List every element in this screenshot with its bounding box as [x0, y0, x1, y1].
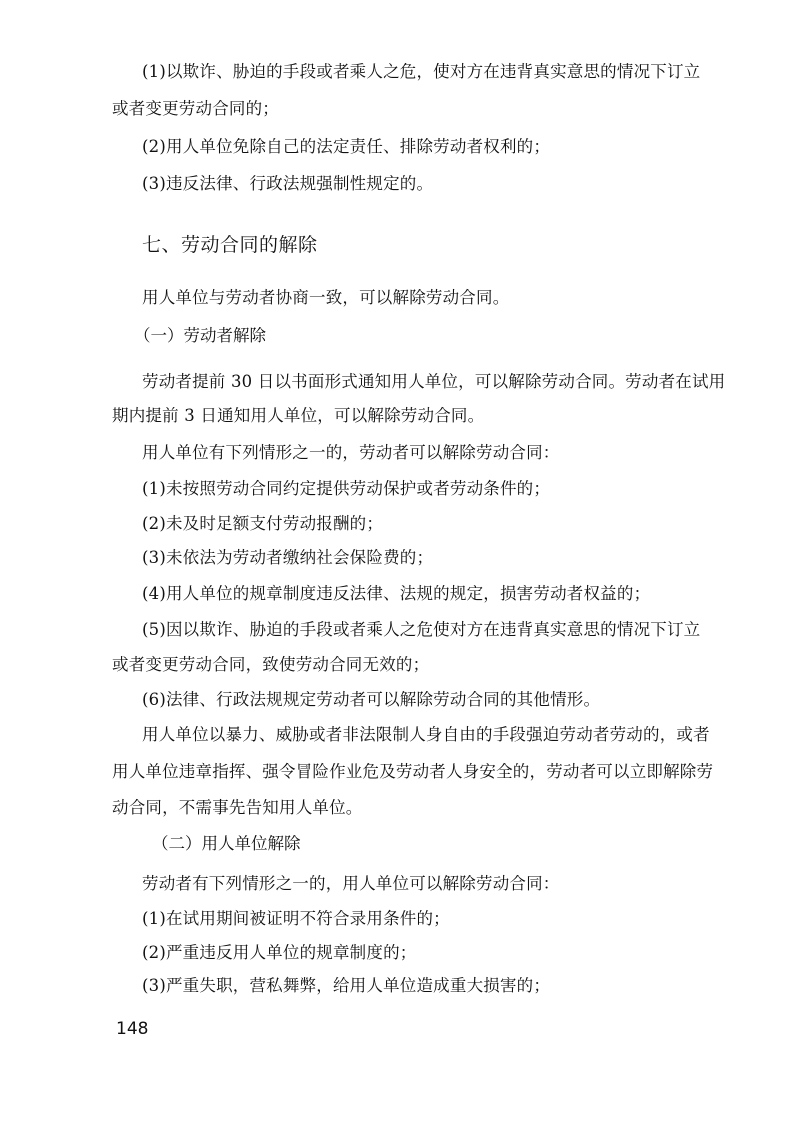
part1-item-2: (2)未及时足额支付劳动报酬的；: [142, 514, 384, 533]
intro-item-2: (2)用人单位免除自己的法定责任、排除劳动者权利的；: [142, 137, 551, 156]
section-heading: 七、劳动合同的解除: [142, 234, 318, 256]
part1-immediate-line-2: 用人单位违章指挥、强令冒险作业危及劳动者人身安全的，劳动者可以立即解除劳: [112, 762, 714, 781]
part1-item-3: (3)未依法为劳动者缴纳社会保险费的；: [142, 548, 434, 567]
part1-para-line-1: 劳动者提前 30 日以书面形式通知用人单位，可以解除劳动合同。劳动者在试用: [142, 372, 726, 391]
part1-item-5-line-2: 或者变更劳动合同，致使劳动合同无效的；: [112, 655, 430, 674]
intro-item-3: (3)违反法律、行政法规强制性规定的。: [142, 174, 434, 193]
part1-item-4: (4)用人单位的规章制度违反法律、法规的规定，损害劳动者权益的；: [142, 584, 651, 603]
part2-item-1: (1)在试用期间被证明不符合录用条件的；: [142, 909, 450, 928]
part1-immediate-line-1: 用人单位以暴力、威胁或者非法限制人身自由的手段强迫劳动者劳动的，或者: [142, 725, 710, 744]
part2-item-2: (2)严重违反用人单位的规章制度的；: [142, 943, 417, 962]
part1-heading: （一）劳动者解除: [134, 326, 266, 345]
part1-item-6: (6)法律、行政法规规定劳动者可以解除劳动合同的其他情形。: [142, 690, 601, 709]
part1-item-5-line-1: (5)因以欺诈、胁迫的手段或者乘人之危使对方在违背真实意思的情况下订立: [142, 620, 701, 639]
part1-item-1: (1)未按照劳动合同约定提供劳动保护或者劳动条件的；: [142, 479, 551, 498]
part2-list-intro: 劳动者有下列情形之一的，用人单位可以解除劳动合同：: [142, 874, 560, 893]
page-number: 148: [116, 1019, 149, 1039]
part2-item-3: (3)严重失职，营私舞弊，给用人单位造成重大损害的；: [142, 976, 551, 995]
intro-item-1-line-1: (1)以欺诈、胁迫的手段或者乘人之危，使对方在违背真实意思的情况下订立: [142, 62, 701, 81]
intro-item-1-line-2: 或者变更劳动合同的；: [112, 99, 279, 118]
part1-para-line-2: 期内提前 3 日通知用人单位，可以解除劳动合同。: [112, 406, 485, 425]
part1-immediate-line-3: 动合同，不需事先告知用人单位。: [112, 798, 363, 817]
part2-heading: （二）用人单位解除: [152, 834, 301, 853]
part1-list-intro: 用人单位有下列情形之一的，劳动者可以解除劳动合同：: [142, 443, 560, 462]
section-intro: 用人单位与劳动者协商一致，可以解除劳动合同。: [142, 288, 510, 307]
